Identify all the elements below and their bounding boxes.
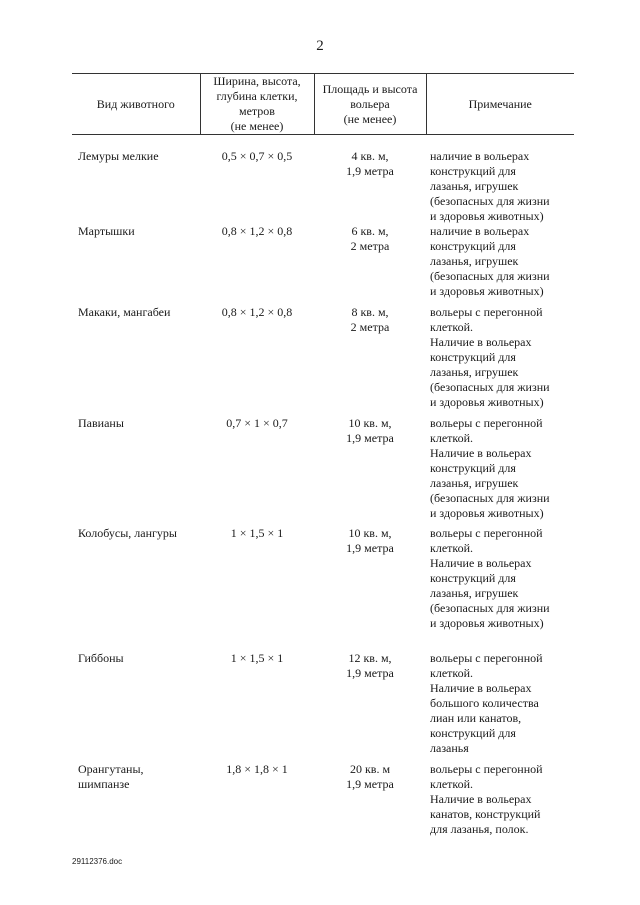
note-cell: вольеры с перегонной клеткой. Наличие в вольерах большого количества лиан или канатов, конструкций для лазанья bbox=[430, 651, 543, 755]
cage-size-cell: 1 × 1,5 × 1 bbox=[230, 651, 284, 665]
enclosure-area-cell: 10 кв. м, 1,9 метра bbox=[346, 416, 394, 445]
animal-cell: Лемуры мелкие bbox=[78, 149, 159, 163]
table-row bbox=[72, 305, 574, 416]
animal-cell: Макаки, мангабеи bbox=[78, 305, 171, 319]
enclosure-area-cell: 12 кв. м, 1,9 метра bbox=[346, 651, 394, 680]
animal-cell: Гиббоны bbox=[78, 651, 124, 665]
enclosure-area-cell: 8 кв. м, 2 метра bbox=[350, 305, 390, 334]
table-row bbox=[72, 416, 574, 526]
cage-size-cell: 0,5 × 0,7 × 0,5 bbox=[221, 149, 293, 163]
table-row bbox=[72, 762, 574, 842]
cage-size-cell: 1,8 × 1,8 × 1 bbox=[226, 762, 288, 776]
header-note: Примечание bbox=[426, 74, 574, 135]
animal-cell: Павианы bbox=[78, 416, 124, 430]
table-row bbox=[72, 224, 574, 305]
note-cell: вольеры с перегонной клеткой. Наличие в вольерах конструкций для лазанья, игрушек (безопасных для жизни и здоровья животных) bbox=[430, 416, 550, 520]
enclosure-area-cell: 20 кв. м 1,9 метра bbox=[346, 762, 394, 791]
note-cell: наличие в вольерах конструкций для лазанья, игрушек (безопасных для жизни и здоровья животных) bbox=[430, 224, 550, 298]
animal-cell: Колобусы, лангуры bbox=[78, 526, 177, 540]
enclosure-area-cell: 4 кв. м, 1,9 метра bbox=[346, 149, 394, 178]
enclosure-area-cell: 10 кв. м, 1,9 метра bbox=[346, 526, 394, 555]
note-cell: вольеры с перегонной клеткой. Наличие в вольерах канатов, конструкций для лазанья, полок. bbox=[430, 762, 543, 836]
animal-cell: Мартышки bbox=[78, 224, 135, 238]
table-row bbox=[72, 526, 574, 651]
cage-size-cell: 0,8 × 1,2 × 0,8 bbox=[221, 305, 293, 319]
header-enclosure-area: Площадь и высота вольера (не менее) bbox=[314, 74, 426, 135]
table-row bbox=[72, 651, 574, 762]
note-cell: вольеры с перегонной клеткой. Наличие в вольерах конструкций для лазанья, игрушек (безопасных для жизни и здоровья животных) bbox=[430, 305, 550, 409]
cage-size-cell: 0,7 × 1 × 0,7 bbox=[226, 416, 288, 430]
page-number: 2 bbox=[316, 38, 324, 54]
header-animal-type: Вид животного bbox=[72, 74, 200, 135]
cage-size-cell: 0,8 × 1,2 × 0,8 bbox=[221, 224, 293, 238]
document-filename: 29112376.doc bbox=[72, 857, 123, 866]
animal-cell: Орангутаны, шимпанзе bbox=[78, 762, 144, 791]
requirements-table bbox=[72, 73, 574, 842]
note-cell: наличие в вольерах конструкций для лазанья, игрушек (безопасных для жизни и здоровья животных) bbox=[430, 149, 550, 223]
header-cage-dimensions: Ширина, высота, глубина клетки, метров (не менее) bbox=[200, 74, 314, 135]
table-header-row bbox=[72, 74, 574, 135]
table-row bbox=[72, 135, 574, 225]
note-cell: вольеры с перегонной клеткой. Наличие в вольерах конструкций для лазанья, игрушек (безопасных для жизни и здоровья животных) bbox=[430, 526, 550, 630]
cage-size-cell: 1 × 1,5 × 1 bbox=[230, 526, 284, 540]
enclosure-area-cell: 6 кв. м, 2 метра bbox=[350, 224, 390, 253]
